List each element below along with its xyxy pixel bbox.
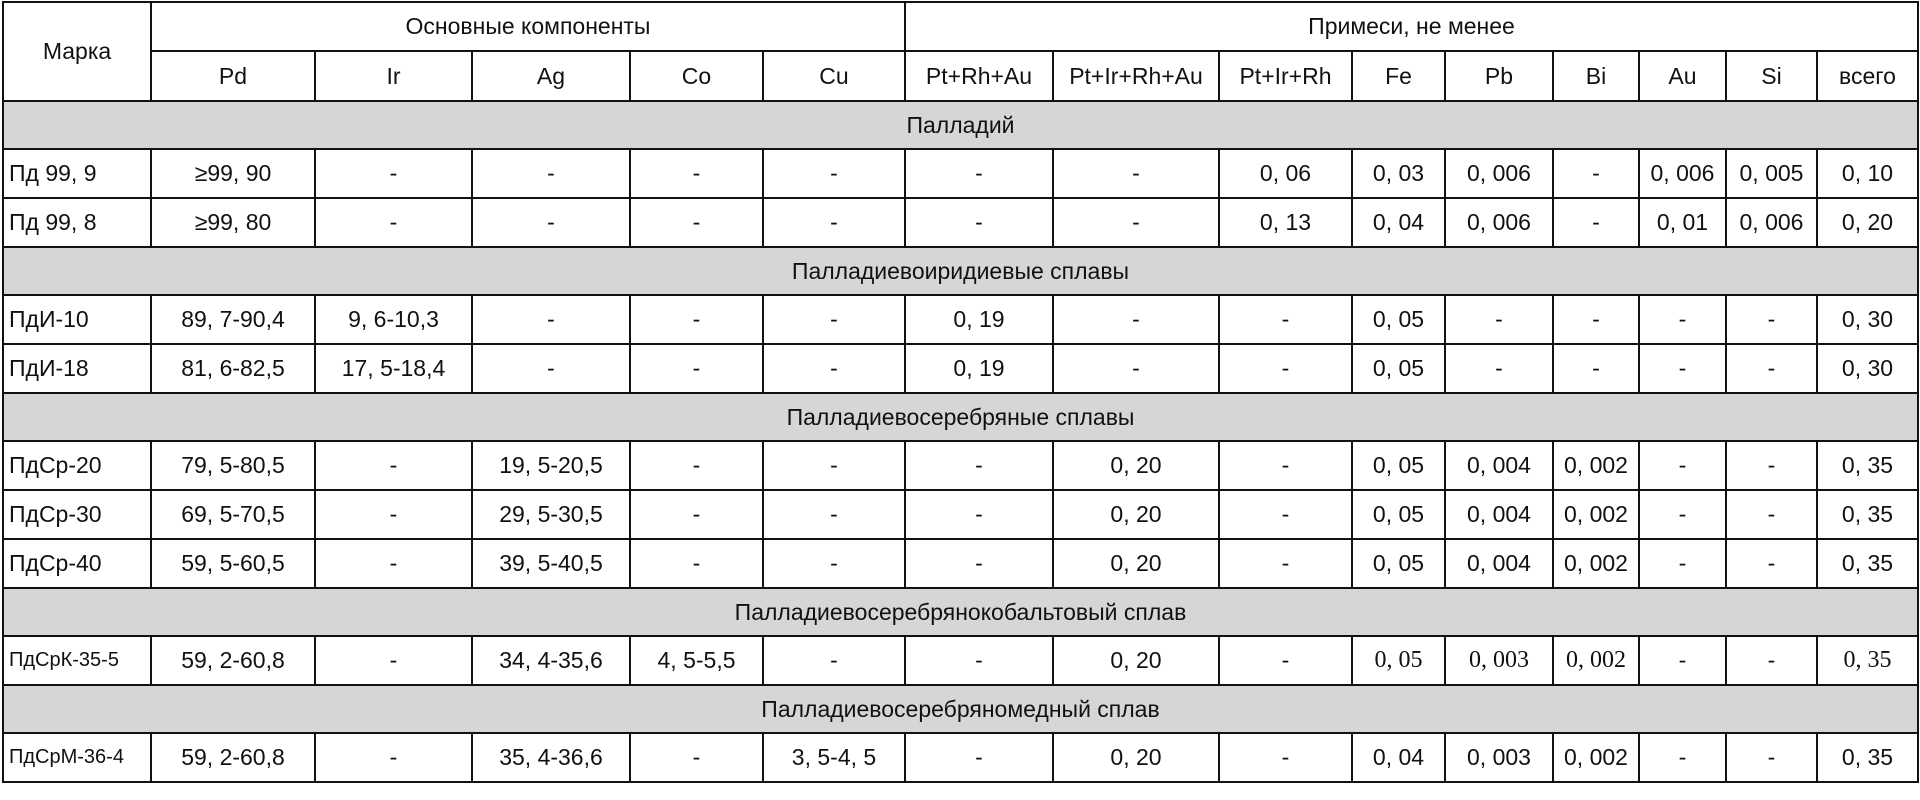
section-row <box>3 393 1918 441</box>
section-title: Палладиевосеребрянокобальтовый сплав <box>3 588 1918 636</box>
cell-bi: 0, 002 <box>1553 733 1639 782</box>
cell-brand: ПдСр-20 <box>3 441 151 490</box>
cell-pt-rh-au: - <box>905 441 1053 490</box>
cell-cu: - <box>763 149 905 198</box>
col-header-pb: Pb <box>1445 51 1553 101</box>
cell-si: - <box>1726 636 1817 685</box>
cell-si: 0, 005 <box>1726 149 1817 198</box>
cell-au: 0, 01 <box>1639 198 1726 247</box>
cell-pt-ir-rh-au: 0, 20 <box>1053 636 1219 685</box>
cell-cu: - <box>763 636 905 685</box>
cell-co: - <box>630 198 763 247</box>
cell-bi: - <box>1553 198 1639 247</box>
cell-ir: 17, 5-18,4 <box>315 344 472 393</box>
alloy-table <box>2 1 1919 783</box>
cell-ir: - <box>315 198 472 247</box>
cell-brand: ПдСрМ-36-4 <box>3 733 151 782</box>
table-row <box>3 733 1918 782</box>
cell-ir: - <box>315 636 472 685</box>
cell-si: 0, 006 <box>1726 198 1817 247</box>
cell-si: - <box>1726 295 1817 344</box>
table-row <box>3 539 1918 588</box>
cell-pb: 0, 004 <box>1445 441 1553 490</box>
section-title: Палладиевосеребряномедный сплав <box>3 685 1918 733</box>
cell-brand: Пд 99, 8 <box>3 198 151 247</box>
cell-ir: - <box>315 490 472 539</box>
cell-pb: - <box>1445 344 1553 393</box>
cell-pt-ir-rh-au: 0, 20 <box>1053 539 1219 588</box>
cell-ag: - <box>472 149 630 198</box>
col-header-au: Au <box>1639 51 1726 101</box>
cell-pd: 59, 2-60,8 <box>151 636 315 685</box>
cell-pd: ≥99, 80 <box>151 198 315 247</box>
cell-brand: ПдСр-30 <box>3 490 151 539</box>
cell-si: - <box>1726 539 1817 588</box>
section-title: Палладиевоиридиевые сплавы <box>3 247 1918 295</box>
cell-co: - <box>630 490 763 539</box>
cell-pd: 81, 6-82,5 <box>151 344 315 393</box>
cell-pt-ir-rh-au: 0, 20 <box>1053 441 1219 490</box>
section-row <box>3 685 1918 733</box>
cell-ir: 9, 6-10,3 <box>315 295 472 344</box>
cell-ag: 39, 5-40,5 <box>472 539 630 588</box>
table-row <box>3 295 1918 344</box>
cell-cu: - <box>763 539 905 588</box>
col-header-cu: Cu <box>763 51 905 101</box>
col-header-co: Co <box>630 51 763 101</box>
cell-pd: 59, 5-60,5 <box>151 539 315 588</box>
cell-au: - <box>1639 636 1726 685</box>
cell-fe: 0, 05 <box>1352 539 1445 588</box>
cell-pt-rh-au: - <box>905 733 1053 782</box>
cell-pt-ir-rh-au: - <box>1053 295 1219 344</box>
section-title: Палладиевосеребряные сплавы <box>3 393 1918 441</box>
cell-fe: 0, 04 <box>1352 198 1445 247</box>
cell-ir: - <box>315 733 472 782</box>
cell-fe: 0, 03 <box>1352 149 1445 198</box>
table-row <box>3 441 1918 490</box>
cell-si: - <box>1726 344 1817 393</box>
cell-total: 0, 35 <box>1817 490 1918 539</box>
cell-cu: - <box>763 441 905 490</box>
cell-au: - <box>1639 344 1726 393</box>
cell-pt-ir-rh-au: - <box>1053 149 1219 198</box>
cell-pb: 0, 003 <box>1445 636 1553 685</box>
cell-ir: - <box>315 149 472 198</box>
cell-fe: 0, 05 <box>1352 344 1445 393</box>
cell-pb: 0, 004 <box>1445 490 1553 539</box>
cell-pd: 89, 7-90,4 <box>151 295 315 344</box>
cell-co: - <box>630 149 763 198</box>
cell-bi: - <box>1553 295 1639 344</box>
cell-si: - <box>1726 733 1817 782</box>
cell-bi: 0, 002 <box>1553 636 1639 685</box>
header-row-columns <box>3 51 1918 101</box>
cell-pt-ir-rh: 0, 13 <box>1219 198 1352 247</box>
cell-pt-ir-rh: - <box>1219 490 1352 539</box>
cell-fe: 0, 04 <box>1352 733 1445 782</box>
cell-pt-ir-rh: 0, 06 <box>1219 149 1352 198</box>
cell-brand: ПдИ-10 <box>3 295 151 344</box>
cell-brand: Пд 99, 9 <box>3 149 151 198</box>
cell-pb: 0, 006 <box>1445 198 1553 247</box>
cell-bi: 0, 002 <box>1553 441 1639 490</box>
cell-pt-rh-au: - <box>905 198 1053 247</box>
col-header-fe: Fe <box>1352 51 1445 101</box>
cell-pt-ir-rh: - <box>1219 344 1352 393</box>
cell-si: - <box>1726 490 1817 539</box>
cell-au: - <box>1639 733 1726 782</box>
cell-au: - <box>1639 441 1726 490</box>
cell-total: 0, 35 <box>1817 636 1918 685</box>
col-header-ir: Ir <box>315 51 472 101</box>
table-row <box>3 344 1918 393</box>
cell-bi: 0, 002 <box>1553 490 1639 539</box>
col-header-si: Si <box>1726 51 1817 101</box>
section-row <box>3 247 1918 295</box>
cell-ir: - <box>315 441 472 490</box>
cell-total: 0, 30 <box>1817 344 1918 393</box>
cell-pt-rh-au: 0, 19 <box>905 295 1053 344</box>
cell-pt-rh-au: - <box>905 149 1053 198</box>
cell-ag: 29, 5-30,5 <box>472 490 630 539</box>
cell-ir: - <box>315 539 472 588</box>
cell-au: 0, 006 <box>1639 149 1726 198</box>
col-header-ag: Ag <box>472 51 630 101</box>
cell-pd: 79, 5-80,5 <box>151 441 315 490</box>
cell-fe: 0, 05 <box>1352 441 1445 490</box>
cell-ag: - <box>472 198 630 247</box>
main-components-header: Основные компоненты <box>151 2 905 51</box>
col-header-total: всего <box>1817 51 1918 101</box>
col-header-bi: Bi <box>1553 51 1639 101</box>
cell-ag: 19, 5-20,5 <box>472 441 630 490</box>
cell-cu: - <box>763 295 905 344</box>
cell-total: 0, 35 <box>1817 441 1918 490</box>
cell-bi: - <box>1553 149 1639 198</box>
cell-cu: - <box>763 198 905 247</box>
cell-au: - <box>1639 539 1726 588</box>
cell-pt-rh-au: 0, 19 <box>905 344 1053 393</box>
section-row <box>3 101 1918 149</box>
cell-pt-ir-rh-au: - <box>1053 344 1219 393</box>
brand-header: Марка <box>3 2 151 101</box>
cell-pt-rh-au: - <box>905 490 1053 539</box>
cell-co: 4, 5-5,5 <box>630 636 763 685</box>
cell-pd: ≥99, 90 <box>151 149 315 198</box>
cell-pb: 0, 003 <box>1445 733 1553 782</box>
cell-pt-ir-rh: - <box>1219 636 1352 685</box>
cell-pt-ir-rh: - <box>1219 441 1352 490</box>
cell-pt-rh-au: - <box>905 539 1053 588</box>
cell-total: 0, 35 <box>1817 539 1918 588</box>
cell-pt-ir-rh-au: 0, 20 <box>1053 733 1219 782</box>
section-row <box>3 588 1918 636</box>
cell-pb: - <box>1445 295 1553 344</box>
table-row <box>3 636 1918 685</box>
table-body <box>3 101 1918 782</box>
cell-bi: - <box>1553 344 1639 393</box>
cell-ag: 35, 4-36,6 <box>472 733 630 782</box>
cell-fe: 0, 05 <box>1352 636 1445 685</box>
cell-total: 0, 30 <box>1817 295 1918 344</box>
cell-cu: - <box>763 344 905 393</box>
cell-pb: 0, 004 <box>1445 539 1553 588</box>
col-header-pt-ir-rh-au: Pt+Ir+Rh+Au <box>1053 51 1219 101</box>
cell-au: - <box>1639 490 1726 539</box>
impurities-header: Примеси, не менее <box>905 2 1918 51</box>
table-row <box>3 149 1918 198</box>
cell-co: - <box>630 344 763 393</box>
cell-bi: 0, 002 <box>1553 539 1639 588</box>
cell-pt-ir-rh: - <box>1219 539 1352 588</box>
table-row <box>3 490 1918 539</box>
header-row-groups <box>3 2 1918 51</box>
cell-fe: 0, 05 <box>1352 490 1445 539</box>
col-header-pt-ir-rh: Pt+Ir+Rh <box>1219 51 1352 101</box>
section-title: Палладий <box>3 101 1918 149</box>
cell-brand: ПдСр-40 <box>3 539 151 588</box>
cell-ag: 34, 4-35,6 <box>472 636 630 685</box>
cell-cu: 3, 5-4, 5 <box>763 733 905 782</box>
cell-total: 0, 20 <box>1817 198 1918 247</box>
cell-co: - <box>630 733 763 782</box>
cell-pt-ir-rh: - <box>1219 733 1352 782</box>
cell-pt-ir-rh-au: - <box>1053 198 1219 247</box>
cell-cu: - <box>763 490 905 539</box>
cell-brand: ПдСрК-35-5 <box>3 636 151 685</box>
cell-ag: - <box>472 344 630 393</box>
cell-brand: ПдИ-18 <box>3 344 151 393</box>
cell-co: - <box>630 295 763 344</box>
cell-co: - <box>630 539 763 588</box>
cell-total: 0, 10 <box>1817 149 1918 198</box>
cell-pt-ir-rh-au: 0, 20 <box>1053 490 1219 539</box>
col-header-pt-rh-au: Pt+Rh+Au <box>905 51 1053 101</box>
cell-total: 0, 35 <box>1817 733 1918 782</box>
cell-au: - <box>1639 295 1726 344</box>
cell-pb: 0, 006 <box>1445 149 1553 198</box>
cell-pd: 59, 2-60,8 <box>151 733 315 782</box>
cell-pd: 69, 5-70,5 <box>151 490 315 539</box>
cell-pt-ir-rh: - <box>1219 295 1352 344</box>
table-row <box>3 198 1918 247</box>
col-header-pd: Pd <box>151 51 315 101</box>
cell-pt-rh-au: - <box>905 636 1053 685</box>
cell-co: - <box>630 441 763 490</box>
cell-fe: 0, 05 <box>1352 295 1445 344</box>
cell-ag: - <box>472 295 630 344</box>
cell-si: - <box>1726 441 1817 490</box>
